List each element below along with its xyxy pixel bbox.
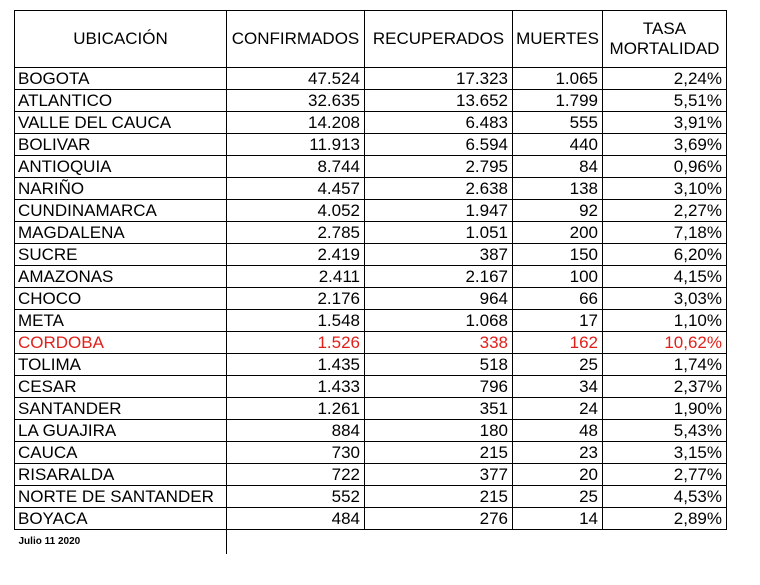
cell-confirmados: 4.052 xyxy=(227,200,365,222)
cell-recuperados: 215 xyxy=(365,442,513,464)
cell-tasa: 3,69% xyxy=(603,134,727,156)
header-row xyxy=(15,11,727,68)
cell-tasa: 2,89% xyxy=(603,508,727,530)
cell-muertes: 14 xyxy=(513,508,603,530)
cell-confirmados: 11.913 xyxy=(227,134,365,156)
cell-tasa: 1,90% xyxy=(603,398,727,420)
cell-ubicacion: META xyxy=(15,310,227,332)
cell-confirmados: 1.526 xyxy=(227,332,365,354)
cell-confirmados: 1.548 xyxy=(227,310,365,332)
cell-tasa: 0,96% xyxy=(603,156,727,178)
cell-muertes: 20 xyxy=(513,464,603,486)
cell-confirmados: 1.433 xyxy=(227,376,365,398)
cell-tasa: 5,51% xyxy=(603,90,727,112)
cell-ubicacion: CHOCO xyxy=(15,288,227,310)
table-row xyxy=(15,266,727,288)
cell-recuperados: 2.795 xyxy=(365,156,513,178)
cell-tasa: 4,53% xyxy=(603,486,727,508)
cell-recuperados: 351 xyxy=(365,398,513,420)
cell-ubicacion: NORTE DE SANTANDER xyxy=(15,486,227,508)
cell-muertes: 24 xyxy=(513,398,603,420)
table-row xyxy=(15,486,727,508)
cell-ubicacion: MAGDALENA xyxy=(15,222,227,244)
cell-recuperados: 518 xyxy=(365,354,513,376)
cell-tasa: 3,15% xyxy=(603,442,727,464)
cell-confirmados: 2.419 xyxy=(227,244,365,266)
cell-confirmados: 47.524 xyxy=(227,68,365,90)
cell-ubicacion: CAUCA xyxy=(15,442,227,464)
table-row xyxy=(15,222,727,244)
header-tasa-line2: MORTALIDAD xyxy=(609,39,720,58)
cell-confirmados: 1.435 xyxy=(227,354,365,376)
cell-tasa: 2,24% xyxy=(603,68,727,90)
cell-recuperados: 17.323 xyxy=(365,68,513,90)
footnote-empty xyxy=(227,530,727,555)
cell-confirmados: 14.208 xyxy=(227,112,365,134)
cell-recuperados: 338 xyxy=(365,332,513,354)
cell-ubicacion: AMAZONAS xyxy=(15,266,227,288)
cell-tasa: 3,03% xyxy=(603,288,727,310)
table-row xyxy=(15,442,727,464)
table-row xyxy=(15,398,727,420)
cell-ubicacion: VALLE DEL CAUCA xyxy=(15,112,227,134)
cell-recuperados: 13.652 xyxy=(365,90,513,112)
cell-confirmados: 2.411 xyxy=(227,266,365,288)
cell-tasa: 3,10% xyxy=(603,178,727,200)
cell-ubicacion: LA GUAJIRA xyxy=(15,420,227,442)
cell-muertes: 1.065 xyxy=(513,68,603,90)
table-row xyxy=(15,464,727,486)
table-row xyxy=(15,134,727,156)
footnote-date: Julio 11 2020 xyxy=(15,530,227,555)
cell-tasa: 2,77% xyxy=(603,464,727,486)
cell-confirmados: 1.261 xyxy=(227,398,365,420)
cell-recuperados: 964 xyxy=(365,288,513,310)
cell-confirmados: 484 xyxy=(227,508,365,530)
cell-muertes: 23 xyxy=(513,442,603,464)
cell-ubicacion: SANTANDER xyxy=(15,398,227,420)
cell-tasa: 2,37% xyxy=(603,376,727,398)
cell-ubicacion: CUNDINAMARCA xyxy=(15,200,227,222)
cell-confirmados: 552 xyxy=(227,486,365,508)
table-row xyxy=(15,200,727,222)
cell-recuperados: 796 xyxy=(365,376,513,398)
cell-ubicacion: TOLIMA xyxy=(15,354,227,376)
cell-confirmados: 722 xyxy=(227,464,365,486)
cell-muertes: 25 xyxy=(513,354,603,376)
cell-recuperados: 276 xyxy=(365,508,513,530)
cell-muertes: 66 xyxy=(513,288,603,310)
cell-tasa: 4,15% xyxy=(603,266,727,288)
cell-recuperados: 377 xyxy=(365,464,513,486)
cell-muertes: 200 xyxy=(513,222,603,244)
cell-tasa: 6,20% xyxy=(603,244,727,266)
table-row xyxy=(15,156,727,178)
header-muertes: MUERTES xyxy=(513,11,603,68)
cell-muertes: 48 xyxy=(513,420,603,442)
header-tasa-mortalidad xyxy=(603,11,727,68)
cell-ubicacion: SUCRE xyxy=(15,244,227,266)
table-row xyxy=(15,354,727,376)
cell-ubicacion: BOYACA xyxy=(15,508,227,530)
cell-confirmados: 32.635 xyxy=(227,90,365,112)
cell-recuperados: 1.068 xyxy=(365,310,513,332)
table-row xyxy=(15,332,727,354)
cell-ubicacion: NARIÑO xyxy=(15,178,227,200)
cell-recuperados: 180 xyxy=(365,420,513,442)
cell-tasa: 2,27% xyxy=(603,200,727,222)
cell-recuperados: 6.483 xyxy=(365,112,513,134)
cell-recuperados: 2.167 xyxy=(365,266,513,288)
cell-tasa: 3,91% xyxy=(603,112,727,134)
table-row xyxy=(15,420,727,442)
table-row xyxy=(15,376,727,398)
table-row xyxy=(15,90,727,112)
cell-recuperados: 1.051 xyxy=(365,222,513,244)
cell-confirmados: 730 xyxy=(227,442,365,464)
table-row xyxy=(15,244,727,266)
cell-ubicacion: CESAR xyxy=(15,376,227,398)
table-row xyxy=(15,508,727,530)
cell-recuperados: 387 xyxy=(365,244,513,266)
table-footer xyxy=(15,530,727,555)
cell-tasa: 7,18% xyxy=(603,222,727,244)
cell-confirmados: 4.457 xyxy=(227,178,365,200)
cell-tasa: 1,10% xyxy=(603,310,727,332)
cell-ubicacion: BOGOTA xyxy=(15,68,227,90)
cell-ubicacion: ANTIOQUIA xyxy=(15,156,227,178)
cell-ubicacion: BOLIVAR xyxy=(15,134,227,156)
cell-muertes: 162 xyxy=(513,332,603,354)
cell-confirmados: 8.744 xyxy=(227,156,365,178)
cell-confirmados: 2.785 xyxy=(227,222,365,244)
cell-recuperados: 6.594 xyxy=(365,134,513,156)
cell-muertes: 34 xyxy=(513,376,603,398)
cell-muertes: 138 xyxy=(513,178,603,200)
cell-muertes: 100 xyxy=(513,266,603,288)
table-row xyxy=(15,288,727,310)
cell-muertes: 84 xyxy=(513,156,603,178)
cell-tasa: 1,74% xyxy=(603,354,727,376)
table-row xyxy=(15,112,727,134)
cell-confirmados: 884 xyxy=(227,420,365,442)
cell-tasa: 10,62% xyxy=(603,332,727,354)
header-tasa-line1: TASA xyxy=(642,19,687,38)
table-header xyxy=(15,11,727,68)
table-row xyxy=(15,310,727,332)
cell-recuperados: 1.947 xyxy=(365,200,513,222)
cell-muertes: 440 xyxy=(513,134,603,156)
cell-tasa: 5,43% xyxy=(603,420,727,442)
table-body xyxy=(15,68,727,530)
cell-confirmados: 2.176 xyxy=(227,288,365,310)
table-row xyxy=(15,68,727,90)
cell-muertes: 25 xyxy=(513,486,603,508)
cell-ubicacion: ATLANTICO xyxy=(15,90,227,112)
cell-muertes: 1.799 xyxy=(513,90,603,112)
cell-recuperados: 215 xyxy=(365,486,513,508)
cell-muertes: 555 xyxy=(513,112,603,134)
cell-muertes: 17 xyxy=(513,310,603,332)
table-row xyxy=(15,178,727,200)
cell-recuperados: 2.638 xyxy=(365,178,513,200)
header-confirmados: CONFIRMADOS xyxy=(227,11,365,68)
header-ubicacion: UBICACIÓN xyxy=(15,11,227,68)
footnote-row xyxy=(15,530,727,555)
header-recuperados: RECUPERADOS xyxy=(365,11,513,68)
cell-ubicacion: RISARALDA xyxy=(15,464,227,486)
cell-muertes: 92 xyxy=(513,200,603,222)
cell-ubicacion: CORDOBA xyxy=(15,332,227,354)
cell-muertes: 150 xyxy=(513,244,603,266)
covid-table xyxy=(14,10,727,554)
